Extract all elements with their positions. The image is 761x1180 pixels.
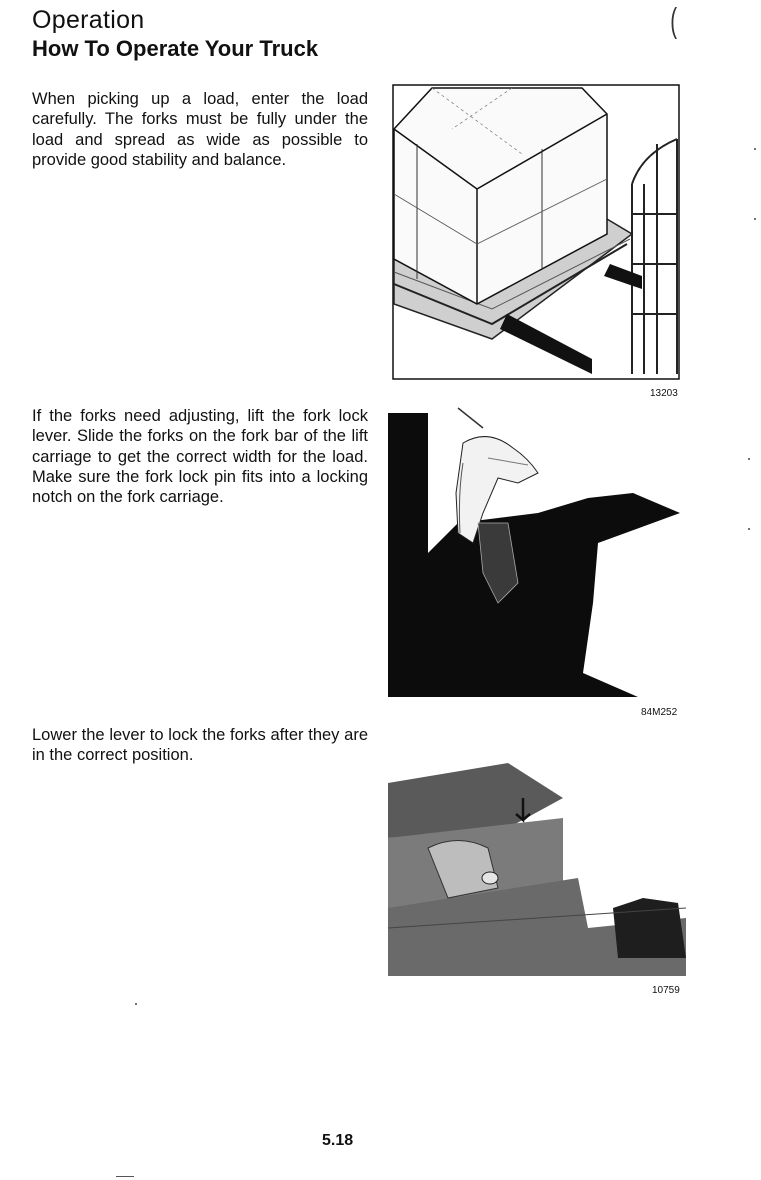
- figure-pallet-forks: [392, 84, 680, 380]
- figure-caption: 13203: [650, 388, 678, 399]
- page-title: How To Operate Your Truck: [32, 36, 319, 61]
- paragraph-load-pickup: When picking up a load, enter the load carefully. The forks must be fully under the load and spread as wide as possible to provide good stability and balance.: [32, 90, 368, 169]
- scan-speck: [754, 148, 756, 150]
- scan-speck: [748, 528, 750, 530]
- figure-caption: 84M252: [641, 707, 678, 718]
- scan-speck: [754, 218, 756, 220]
- section-heading: Operation: [32, 6, 145, 34]
- paragraph-fork-adjust: If the forks need adjusting, lift the fork lock lever. Slide the forks on the fork bar of the lift carriage to get the correct width for the load. Make sure the fork lock pin fits into a locking notch on the fork carriage.: [32, 407, 368, 507]
- figure-fork-lock-lever: [388, 403, 680, 697]
- figure-caption: 10759: [652, 985, 680, 996]
- scan-speck: [135, 1003, 137, 1005]
- margin-bracket-mark: (: [670, 2, 678, 40]
- footer-rule: [116, 1176, 134, 1177]
- figure-fork-lock-pin: [388, 758, 686, 976]
- scan-speck: [748, 458, 750, 460]
- paragraph-lower-lever: Lower the lever to lock the forks after they are in the correct position.: [32, 726, 368, 765]
- page-number: 5.18: [322, 1132, 354, 1149]
